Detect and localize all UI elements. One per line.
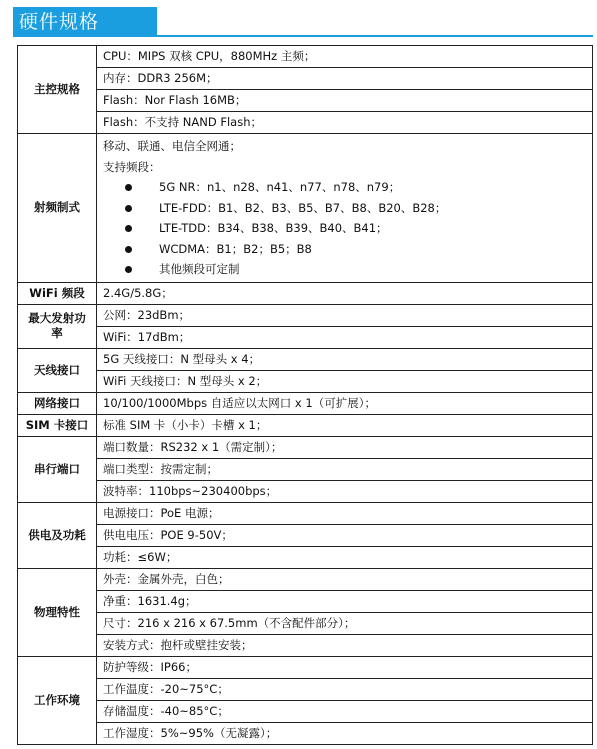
- spec-value: 波特率：110bps~230400bps；: [97, 480, 593, 502]
- category-serial: 串行端口: [18, 436, 97, 502]
- category-rf: 射频制式: [18, 134, 97, 283]
- spec-value: 防护等级：IP66；: [97, 656, 593, 678]
- band-text: LTE-TDD：B34、B38、B39、B40、B41；: [159, 221, 388, 235]
- list-item: [103, 177, 586, 198]
- spec-value: 公网：23dBm；: [97, 304, 593, 326]
- band-text: LTE-FDD：B1、B2、B3、B5、B7、B8、B20、B28；: [159, 200, 447, 215]
- spec-value: 供电电压：POE 9-50V；: [97, 524, 593, 546]
- section-header: [0, 0, 597, 40]
- category-environment: 工作环境: [18, 656, 97, 744]
- spec-value: 外壳：金属外壳，白色；: [97, 568, 593, 590]
- table-row: [18, 304, 593, 326]
- table-row: [18, 612, 593, 634]
- table-row: [18, 348, 593, 370]
- spec-value: 端口类型：按需定制；: [97, 458, 593, 480]
- bullet-icon: [125, 225, 132, 232]
- table-row: [18, 524, 593, 546]
- table-row: [18, 436, 593, 458]
- table-row: [18, 634, 593, 656]
- spec-value: CPU：MIPS 双核 CPU，880MHz 主频；: [97, 46, 593, 68]
- table-row: [18, 370, 593, 392]
- rf-band-list: [97, 134, 593, 283]
- list-item: [103, 218, 586, 239]
- spec-value: 标准 SIM 卡（小卡）卡槽 x 1；: [97, 414, 593, 436]
- table-row: [18, 112, 593, 134]
- table-row: [18, 546, 593, 568]
- spec-value: 净重：1631.4g；: [97, 590, 593, 612]
- list-item: 移动、联通、电信全网通；: [103, 139, 241, 153]
- category-tx-power: 最大发射功率: [18, 304, 97, 348]
- list-item: 支持频段：: [103, 159, 161, 174]
- bullet-icon: [125, 246, 132, 253]
- table-row: [18, 282, 593, 304]
- spec-value: 10/100/1000Mbps 自适应以太网口 x 1（可扩展）；: [97, 392, 593, 414]
- list-item: [103, 259, 586, 280]
- spec-value: 电源接口：PoE 电源；: [97, 502, 593, 524]
- table-row: [18, 458, 593, 480]
- bullet-icon: [125, 266, 132, 273]
- table-row: [18, 480, 593, 502]
- section-title: 硬件规格: [19, 11, 100, 33]
- table-row: [18, 568, 593, 590]
- spec-value: Flash：Nor Flash 16MB；: [97, 90, 593, 112]
- list-item: [103, 198, 586, 219]
- spec-value: WiFi：17dBm；: [97, 326, 593, 348]
- category-main-control: 主控规格: [18, 46, 97, 134]
- category-wifi-band: WiFi 频段: [18, 282, 97, 304]
- table-row: [18, 46, 593, 68]
- bullet-icon: [125, 184, 132, 191]
- list-item: [103, 239, 586, 260]
- spec-value: 2.4G/5.8G；: [97, 282, 593, 304]
- spec-value: 端口数量：RS232 x 1（需定制）；: [97, 436, 593, 458]
- table-row: [18, 326, 593, 348]
- band-text: 5G NR：n1、n28、n41、n77、n78、n79；: [159, 180, 401, 194]
- table-row: [18, 678, 593, 700]
- table-row: [18, 502, 593, 524]
- table-row: [18, 590, 593, 612]
- spec-value: 尺寸：216 x 216 x 67.5mm（不含配件部分）；: [97, 612, 593, 634]
- category-antenna: 天线接口: [18, 348, 97, 392]
- band-text: 其他频段可定制: [159, 262, 240, 276]
- table-row: [18, 68, 593, 90]
- spec-value: 内存：DDR3 256M；: [97, 68, 593, 90]
- table-row: [18, 722, 593, 744]
- section-title-rule: [13, 35, 593, 37]
- spec-value: 工作湿度：5%~95%（无凝露）；: [97, 722, 593, 744]
- bullet-icon: [125, 205, 132, 212]
- spec-value: 功耗：≤6W；: [97, 546, 593, 568]
- table-row: [18, 90, 593, 112]
- table-row: [18, 700, 593, 722]
- table-row: [18, 656, 593, 678]
- spec-value: 安装方式：抱杆或壁挂安装；: [97, 634, 593, 656]
- category-physical: 物理特性: [18, 568, 97, 656]
- spec-value: 存储温度：-40~85°C；: [97, 700, 593, 722]
- spec-value: WiFi 天线接口：N 型母头 x 2；: [97, 370, 593, 392]
- category-power: 供电及功耗: [18, 502, 97, 568]
- table-row: [18, 392, 593, 414]
- spec-value: 工作温度：-20~75°C；: [97, 678, 593, 700]
- table-row: [18, 134, 593, 283]
- category-network: 网络接口: [18, 392, 97, 414]
- spec-value: Flash：不支持 NAND Flash；: [97, 112, 593, 134]
- band-text: WCDMA：B1；B2；B5；B8: [159, 241, 312, 256]
- hardware-spec-table: [17, 45, 593, 745]
- category-sim: SIM 卡接口: [18, 414, 97, 436]
- table-row: [18, 414, 593, 436]
- spec-value: 5G 天线接口：N 型母头 x 4；: [97, 348, 593, 370]
